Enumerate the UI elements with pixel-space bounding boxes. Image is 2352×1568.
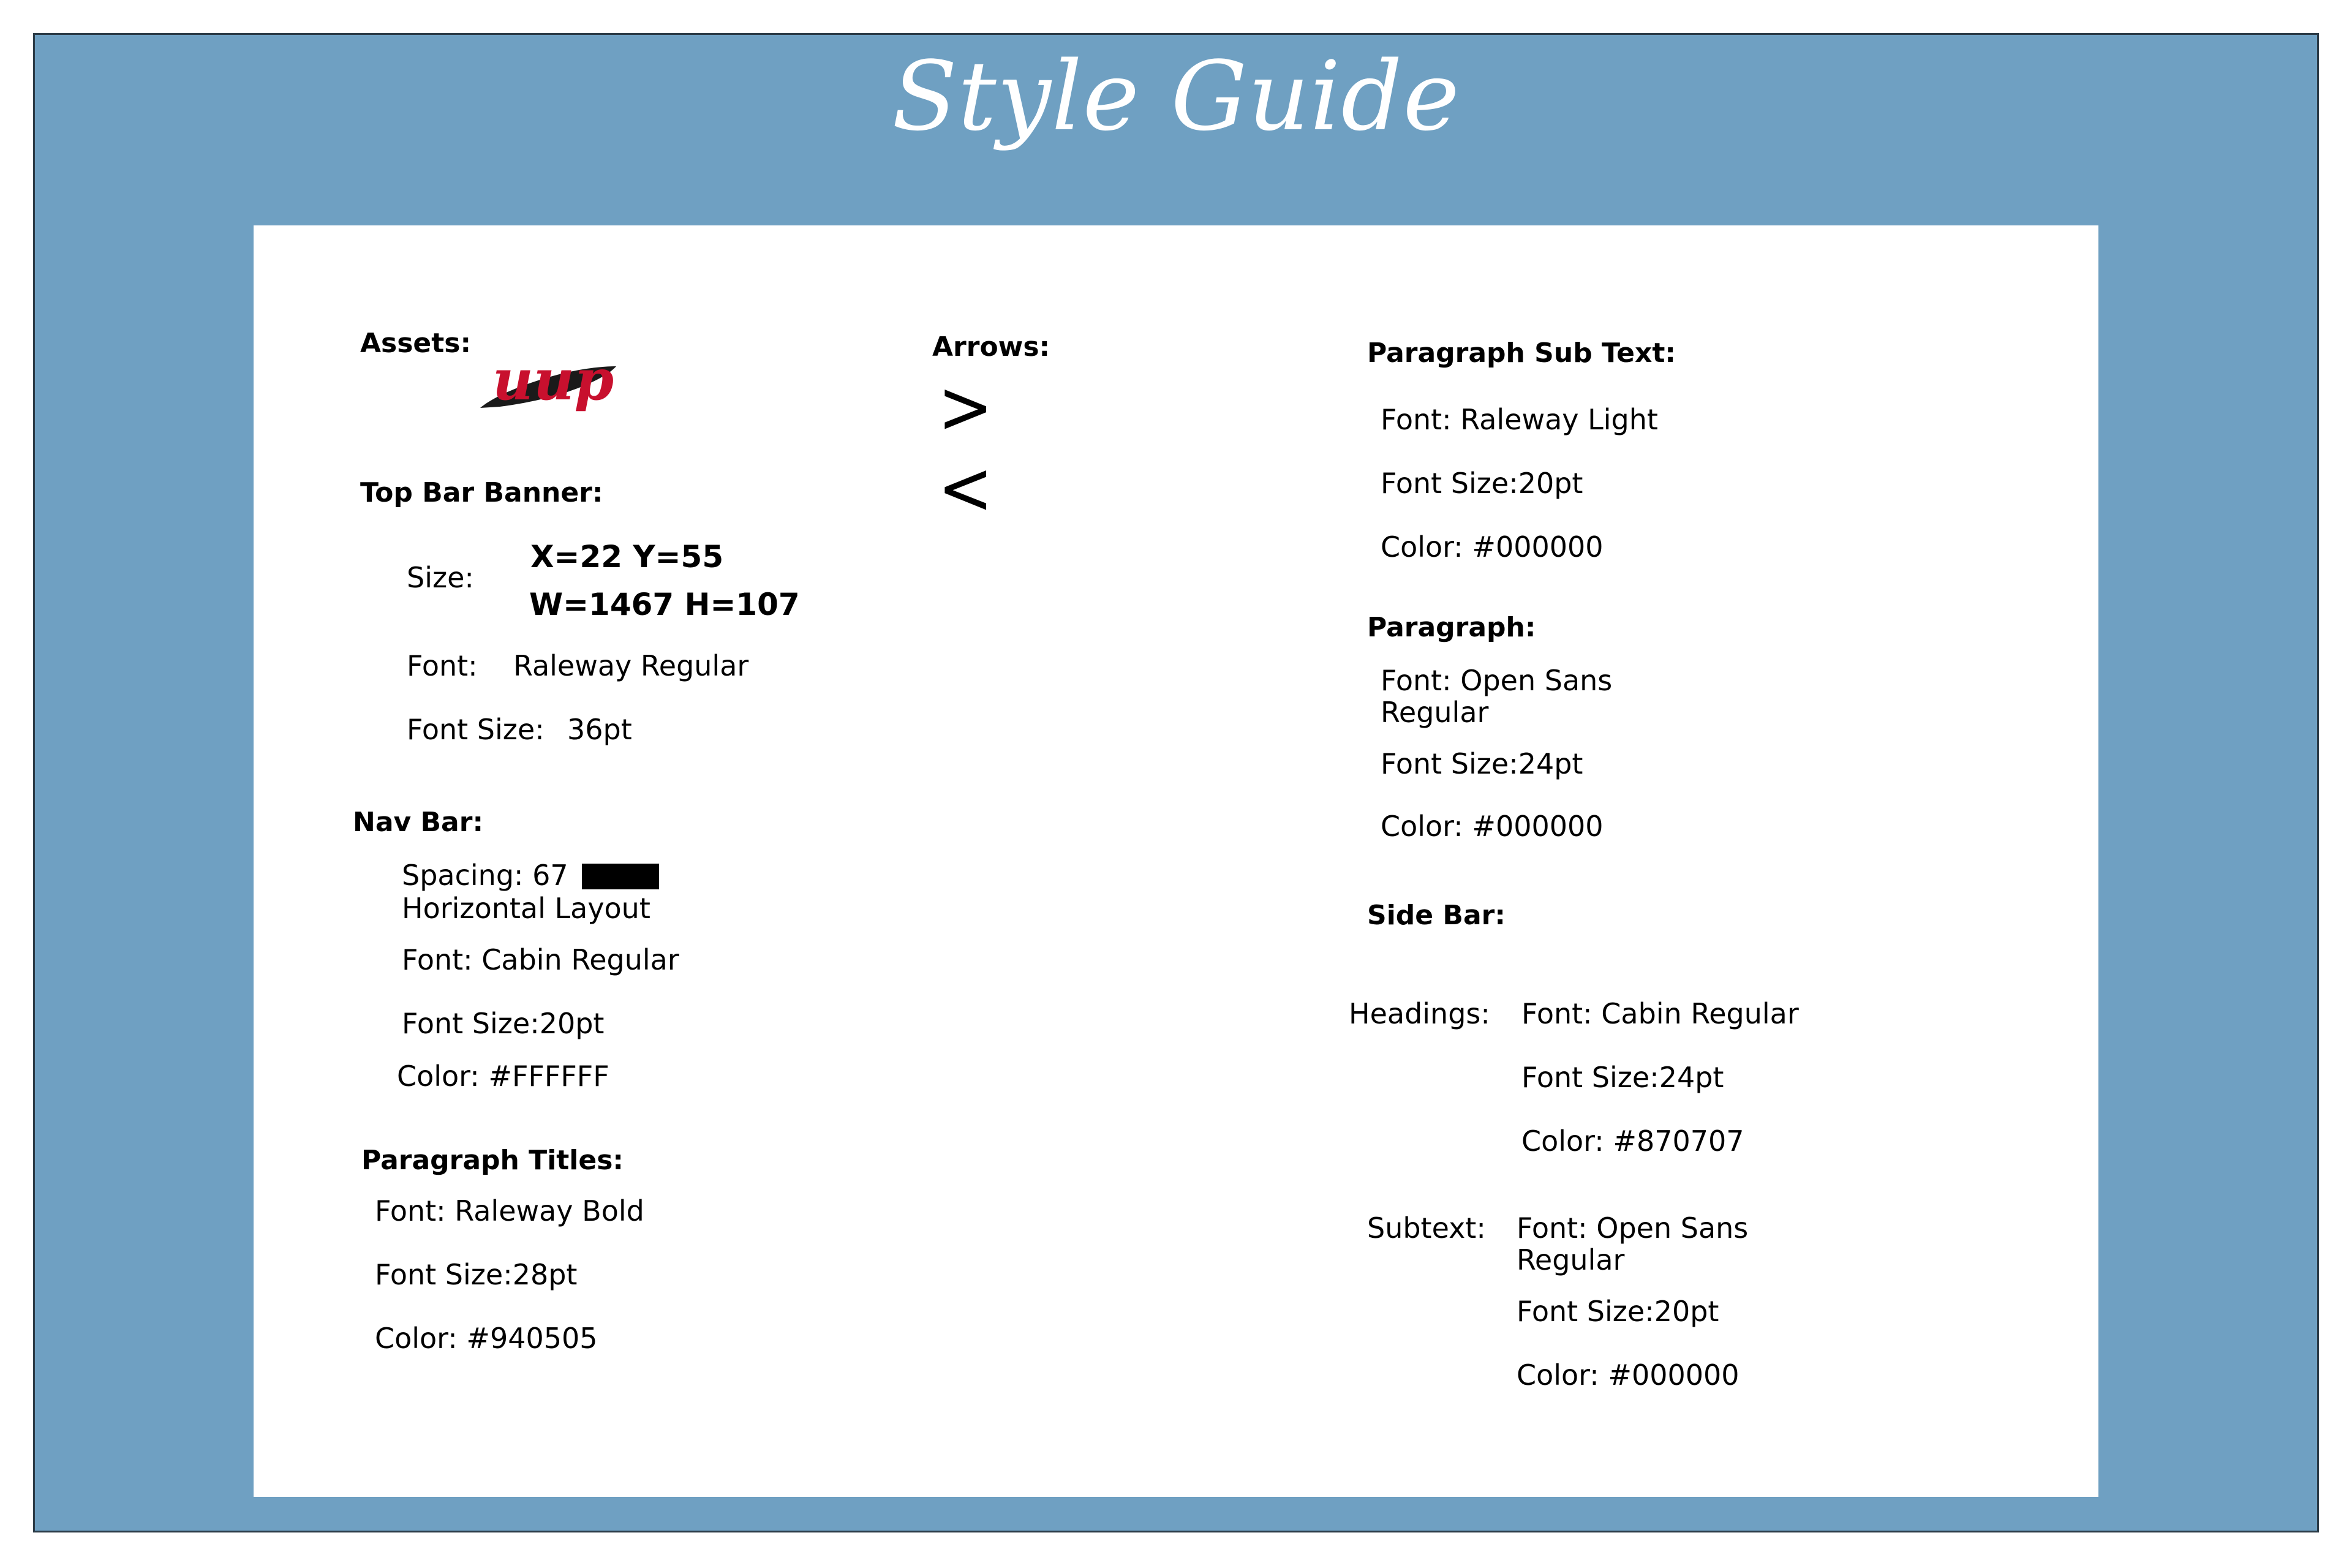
headings-label: Headings:	[1349, 997, 1490, 1030]
headings-color: Color: #870707	[1521, 1125, 1744, 1158]
subtext-font: Font: Raleway Light	[1381, 403, 1658, 436]
size-xy: X=22 Y=55	[530, 539, 724, 575]
font-label: Font:	[407, 649, 478, 682]
arrow-left-icon: <	[938, 446, 993, 531]
spacing-swatch	[582, 864, 659, 889]
logo-text: uup	[492, 348, 614, 413]
paragraph-font-size: Font Size:24pt	[1381, 747, 1583, 780]
nav-layout: Horizontal Layout	[402, 892, 650, 925]
top-bar-heading: Top Bar Banner:	[360, 477, 603, 508]
sub-font-size: Font Size:20pt	[1517, 1295, 1719, 1328]
ptitles-color: Color: #940505	[375, 1322, 598, 1355]
headings-font-size: Font Size:24pt	[1521, 1061, 1724, 1094]
nav-spacing: Spacing: 67	[402, 859, 568, 892]
paragraph-sub-text-heading: Paragraph Sub Text:	[1367, 337, 1676, 369]
page-title: Style Guide	[892, 40, 1460, 152]
paragraph-titles-heading: Paragraph Titles:	[361, 1145, 624, 1176]
arrows-label: Arrows:	[932, 331, 1050, 363]
paragraph-font-line2: Regular	[1381, 696, 1489, 729]
sub-font-line2: Regular	[1517, 1243, 1625, 1276]
nav-bar-heading: Nav Bar:	[353, 807, 484, 838]
size-wh: W=1467 H=107	[529, 587, 800, 622]
font-size-value: 36pt	[567, 713, 632, 746]
paragraph-color: Color: #000000	[1381, 810, 1604, 843]
ptitles-font: Font: Raleway Bold	[375, 1194, 644, 1227]
content-panel	[254, 225, 2098, 1497]
arrow-right-icon: >	[938, 365, 993, 450]
nav-color: Color: #FFFFFF	[397, 1060, 609, 1093]
headings-font: Font: Cabin Regular	[1521, 997, 1799, 1030]
subtext-label: Subtext:	[1367, 1212, 1486, 1245]
size-label: Size:	[407, 561, 474, 594]
uup-logo	[475, 348, 622, 415]
font-value: Raleway Regular	[513, 649, 749, 682]
nav-font: Font: Cabin Regular	[402, 943, 679, 976]
subtext-color: Color: #000000	[1381, 530, 1604, 564]
sub-font-line1: Font: Open Sans	[1517, 1212, 1749, 1245]
subtext-font-size: Font Size:20pt	[1381, 467, 1583, 500]
nav-font-size: Font Size:20pt	[402, 1007, 605, 1040]
ptitles-font-size: Font Size:28pt	[375, 1258, 578, 1291]
assets-label: Assets:	[360, 328, 472, 359]
sub-color: Color: #000000	[1517, 1359, 1740, 1392]
font-size-label: Font Size:	[407, 713, 545, 746]
paragraph-heading: Paragraph:	[1367, 612, 1536, 643]
side-bar-heading: Side Bar:	[1367, 900, 1506, 931]
paragraph-font-line1: Font: Open Sans	[1381, 664, 1613, 697]
